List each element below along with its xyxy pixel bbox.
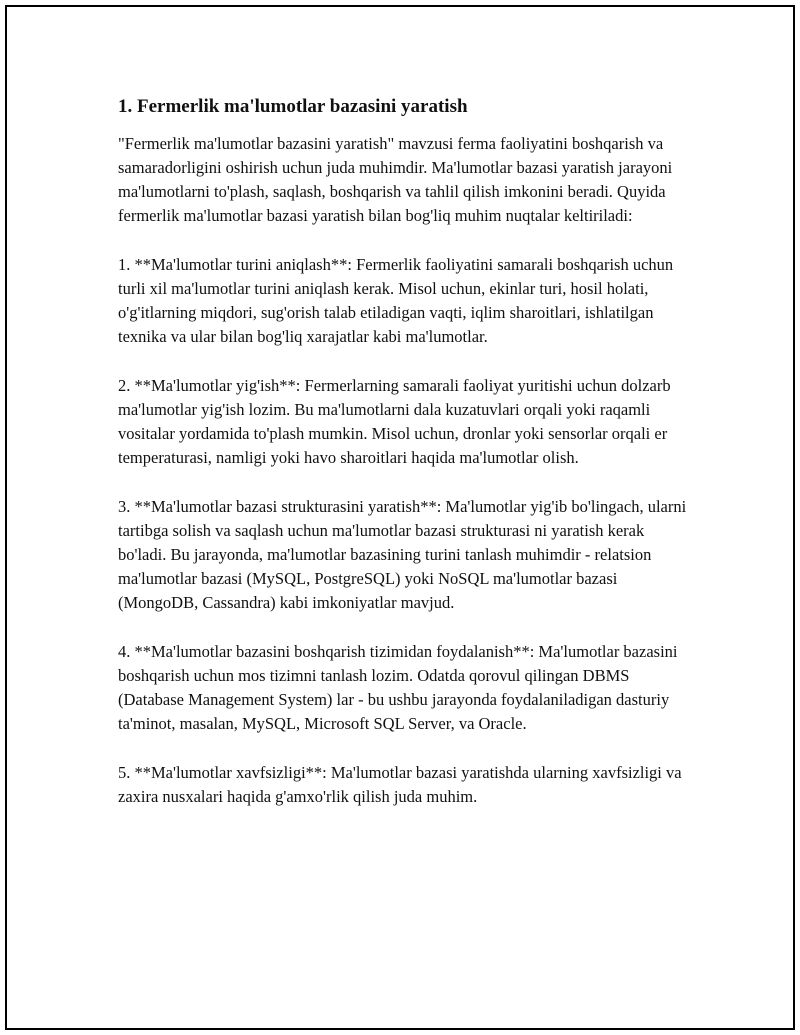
point-2-paragraph: 2. **Ma'lumotlar yig'ish**: Fermerlarning samarali faoliyat yuritishi uchun dolzarb ma'lumotlar yig'ish lozim. Bu ma'lumotlarni dala kuzatuvlari orqali yoki raqamli vositalar yordamida to'plash mumkin. Misol uchun, dronlar yoki sensorlar orqali er temperaturasi, namligi yoki havo sharoitlari haqida ma'lumotlar olish. (118, 376, 671, 467)
point-3-paragraph: 3. **Ma'lumotlar bazasi strukturasini yaratish**: Ma'lumotlar yig'ib bo'lingach, ularni tartibga solish va saqlash uchun ma'lumotlar bazasi strukturasi ni yaratish kerak bo'ladi. Bu jarayonda, ma'lumotlar bazasining turini tanlash muhimdir - relatsion ma'lumotlar bazasi (MySQL, PostgreSQL) yoki NoSQL ma'lumotlar bazasi (MongoDB, Cassandra) kabi imkoniyatlar mavjud. (118, 497, 687, 612)
point-1-paragraph: 1. **Ma'lumotlar turini aniqlash**: Fermerlik faoliyatini samarali boshqarish uchun turli xil ma'lumotlar turini aniqlash kerak. Misol uchun, ekinlar turi, hosil holati, o'g'itlarning miqdori, sug'orish talab etiladigan vaqti, iqlim sharoitlari, ishlatilgan texnika va ular bilan bog'liq xarajatlar kabi ma'lumotlar. (118, 255, 674, 346)
point-5-paragraph: 5. **Ma'lumotlar xavfsizligi**: Ma'lumotlar bazasi yaratishda ularning xavfsizligi va zaxira nusxalari haqida g'amxo'rlik qilish juda muhim. (118, 763, 682, 806)
document-title: 1. Fermerlik ma'lumotlar bazasini yaratish (118, 96, 468, 117)
intro-paragraph: "Fermerlik ma'lumotlar bazasini yaratish" mavzusi ferma faoliyatini boshqarish va samaradorligini oshirish uchun juda muhimdir. Ma'lumotlar bazasi yaratish jarayoni ma'lumotlarni to'plash, saqlash, boshqarish va tahlil qilish imkonini beradi. Quyida fermerlik ma'lumotlar bazasi yaratish bilan bog'liq muhim nuqtalar keltiriladi: (118, 134, 673, 225)
point-4-paragraph: 4. **Ma'lumotlar bazasini boshqarish tizimidan foydalanish**: Ma'lumotlar bazasini boshqarish uchun mos tizimni tanlash lozim. Odatda qorovul qilingan DBMS (Database Management System) lar - bu ushbu jarayonda foydalaniladigan dasturiy ta'minot, masalan, MySQL, Microsoft SQL Server, va Oracle. (118, 642, 678, 733)
document-body (118, 95, 688, 834)
